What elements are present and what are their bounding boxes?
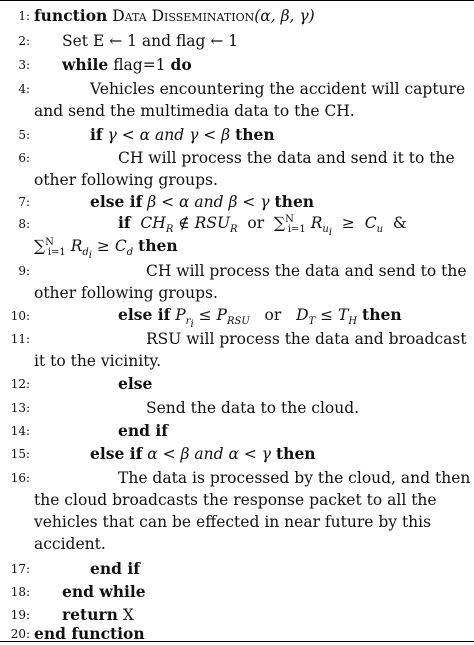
algorithm-line-9-cont: other following groups. — [34, 284, 218, 302]
line-number: 12: — [10, 377, 30, 391]
keyword: if — [118, 213, 131, 232]
line-number: 19: — [10, 608, 30, 622]
algorithm-line-11: RSU will process the data and broadcast — [146, 330, 467, 348]
algorithm-line-5 — [90, 124, 468, 146]
keyword: else if — [118, 305, 171, 324]
algorithm-line-8: if $CH_R$ ∉ $RSU_R$ or ∑$^N_{i=1}$ $R_{u_i} \ge C_u$ & — [118, 213, 407, 239]
algorithm-line-6-cont: other following groups. — [34, 171, 218, 189]
keyword: do — [170, 55, 192, 74]
algorithm-line-16-cont: vehicles that can be effected in near future by this — [34, 513, 432, 531]
algorithm-line-9: CH will process the data and send to the — [146, 262, 467, 280]
algorithm-line-4: Vehicles encountering the accident will capture — [90, 80, 466, 98]
algorithm-line-14: end if — [118, 421, 168, 440]
line-number: 15: — [10, 447, 30, 461]
condition: β < α and β < γ — [147, 193, 270, 211]
keyword: while — [62, 55, 109, 74]
line-number: 7: — [18, 195, 30, 209]
algorithm-line-10: else if $P_{r_i} \le P_{RSU}$ or $D_T \le T_H$ then — [118, 305, 402, 331]
keyword: then — [235, 125, 275, 144]
condition: α < β and α < γ — [147, 445, 272, 463]
keyword: then — [274, 192, 315, 211]
keyword: if — [90, 125, 103, 144]
return-value: X — [122, 606, 134, 624]
algorithm-line-20: end function — [34, 624, 145, 643]
keyword: then — [362, 305, 402, 324]
line-number: 8: — [18, 217, 30, 231]
line-number: 5: — [18, 128, 30, 142]
keyword: return — [62, 605, 118, 624]
line-number: 4: — [18, 82, 30, 96]
condition: flag=1 — [113, 56, 166, 74]
algorithm-line-2: Set E ← 1 and flag ← 1 — [62, 32, 239, 50]
function-name: Data Dissemination — [112, 7, 255, 25]
algorithm-line-7 — [90, 191, 468, 213]
algorithm-line-11-cont: it to the vicinity. — [34, 352, 162, 370]
keyword: else if — [90, 192, 143, 211]
line-number: 10: — [10, 309, 30, 323]
line-number: 3: — [18, 58, 30, 72]
keyword: function — [34, 6, 108, 25]
line-number: 2: — [18, 34, 30, 48]
algorithm-line-8-cont: ∑$^N_{i=1}$ $R_{d_i} \ge C_d$ then — [34, 236, 178, 262]
algorithm-line-1 — [34, 5, 468, 27]
algorithm-line-3 — [62, 54, 468, 76]
algorithm-line-16: The data is processed by the cloud, and then — [118, 469, 471, 487]
algorithm-line-16-cont: the cloud broadcasts the response packet to all the — [34, 491, 437, 509]
keyword: else if — [90, 444, 143, 463]
line-number: 18: — [10, 585, 30, 599]
line-number: 6: — [18, 151, 30, 165]
algorithm-line-6: CH will process the data and send it to the — [118, 149, 455, 167]
line-number: 14: — [10, 424, 30, 438]
line-number: 1: — [18, 9, 30, 23]
line-number: 11: — [10, 332, 30, 346]
keyword: then — [276, 444, 316, 463]
algorithm-line-16-cont: accident. — [34, 535, 106, 553]
line-number: 17: — [10, 562, 30, 576]
algorithm-line-4-cont: and send the multimedia data to the CH. — [34, 102, 355, 120]
line-number: 13: — [10, 401, 30, 415]
line-number: 9: — [18, 264, 30, 278]
algorithm-line-18: end while — [62, 582, 146, 601]
line-number: 16: — [10, 471, 30, 485]
algorithm-line-15 — [90, 443, 468, 465]
line-number: 20: — [10, 627, 30, 641]
algorithm-line-12: else — [118, 374, 153, 393]
algorithm-line-17: end if — [90, 559, 140, 578]
condition: γ < α and γ < β — [107, 126, 231, 144]
function-args: (α, β, γ) — [254, 7, 315, 25]
algorithm-line-13: Send the data to the cloud. — [146, 399, 360, 417]
